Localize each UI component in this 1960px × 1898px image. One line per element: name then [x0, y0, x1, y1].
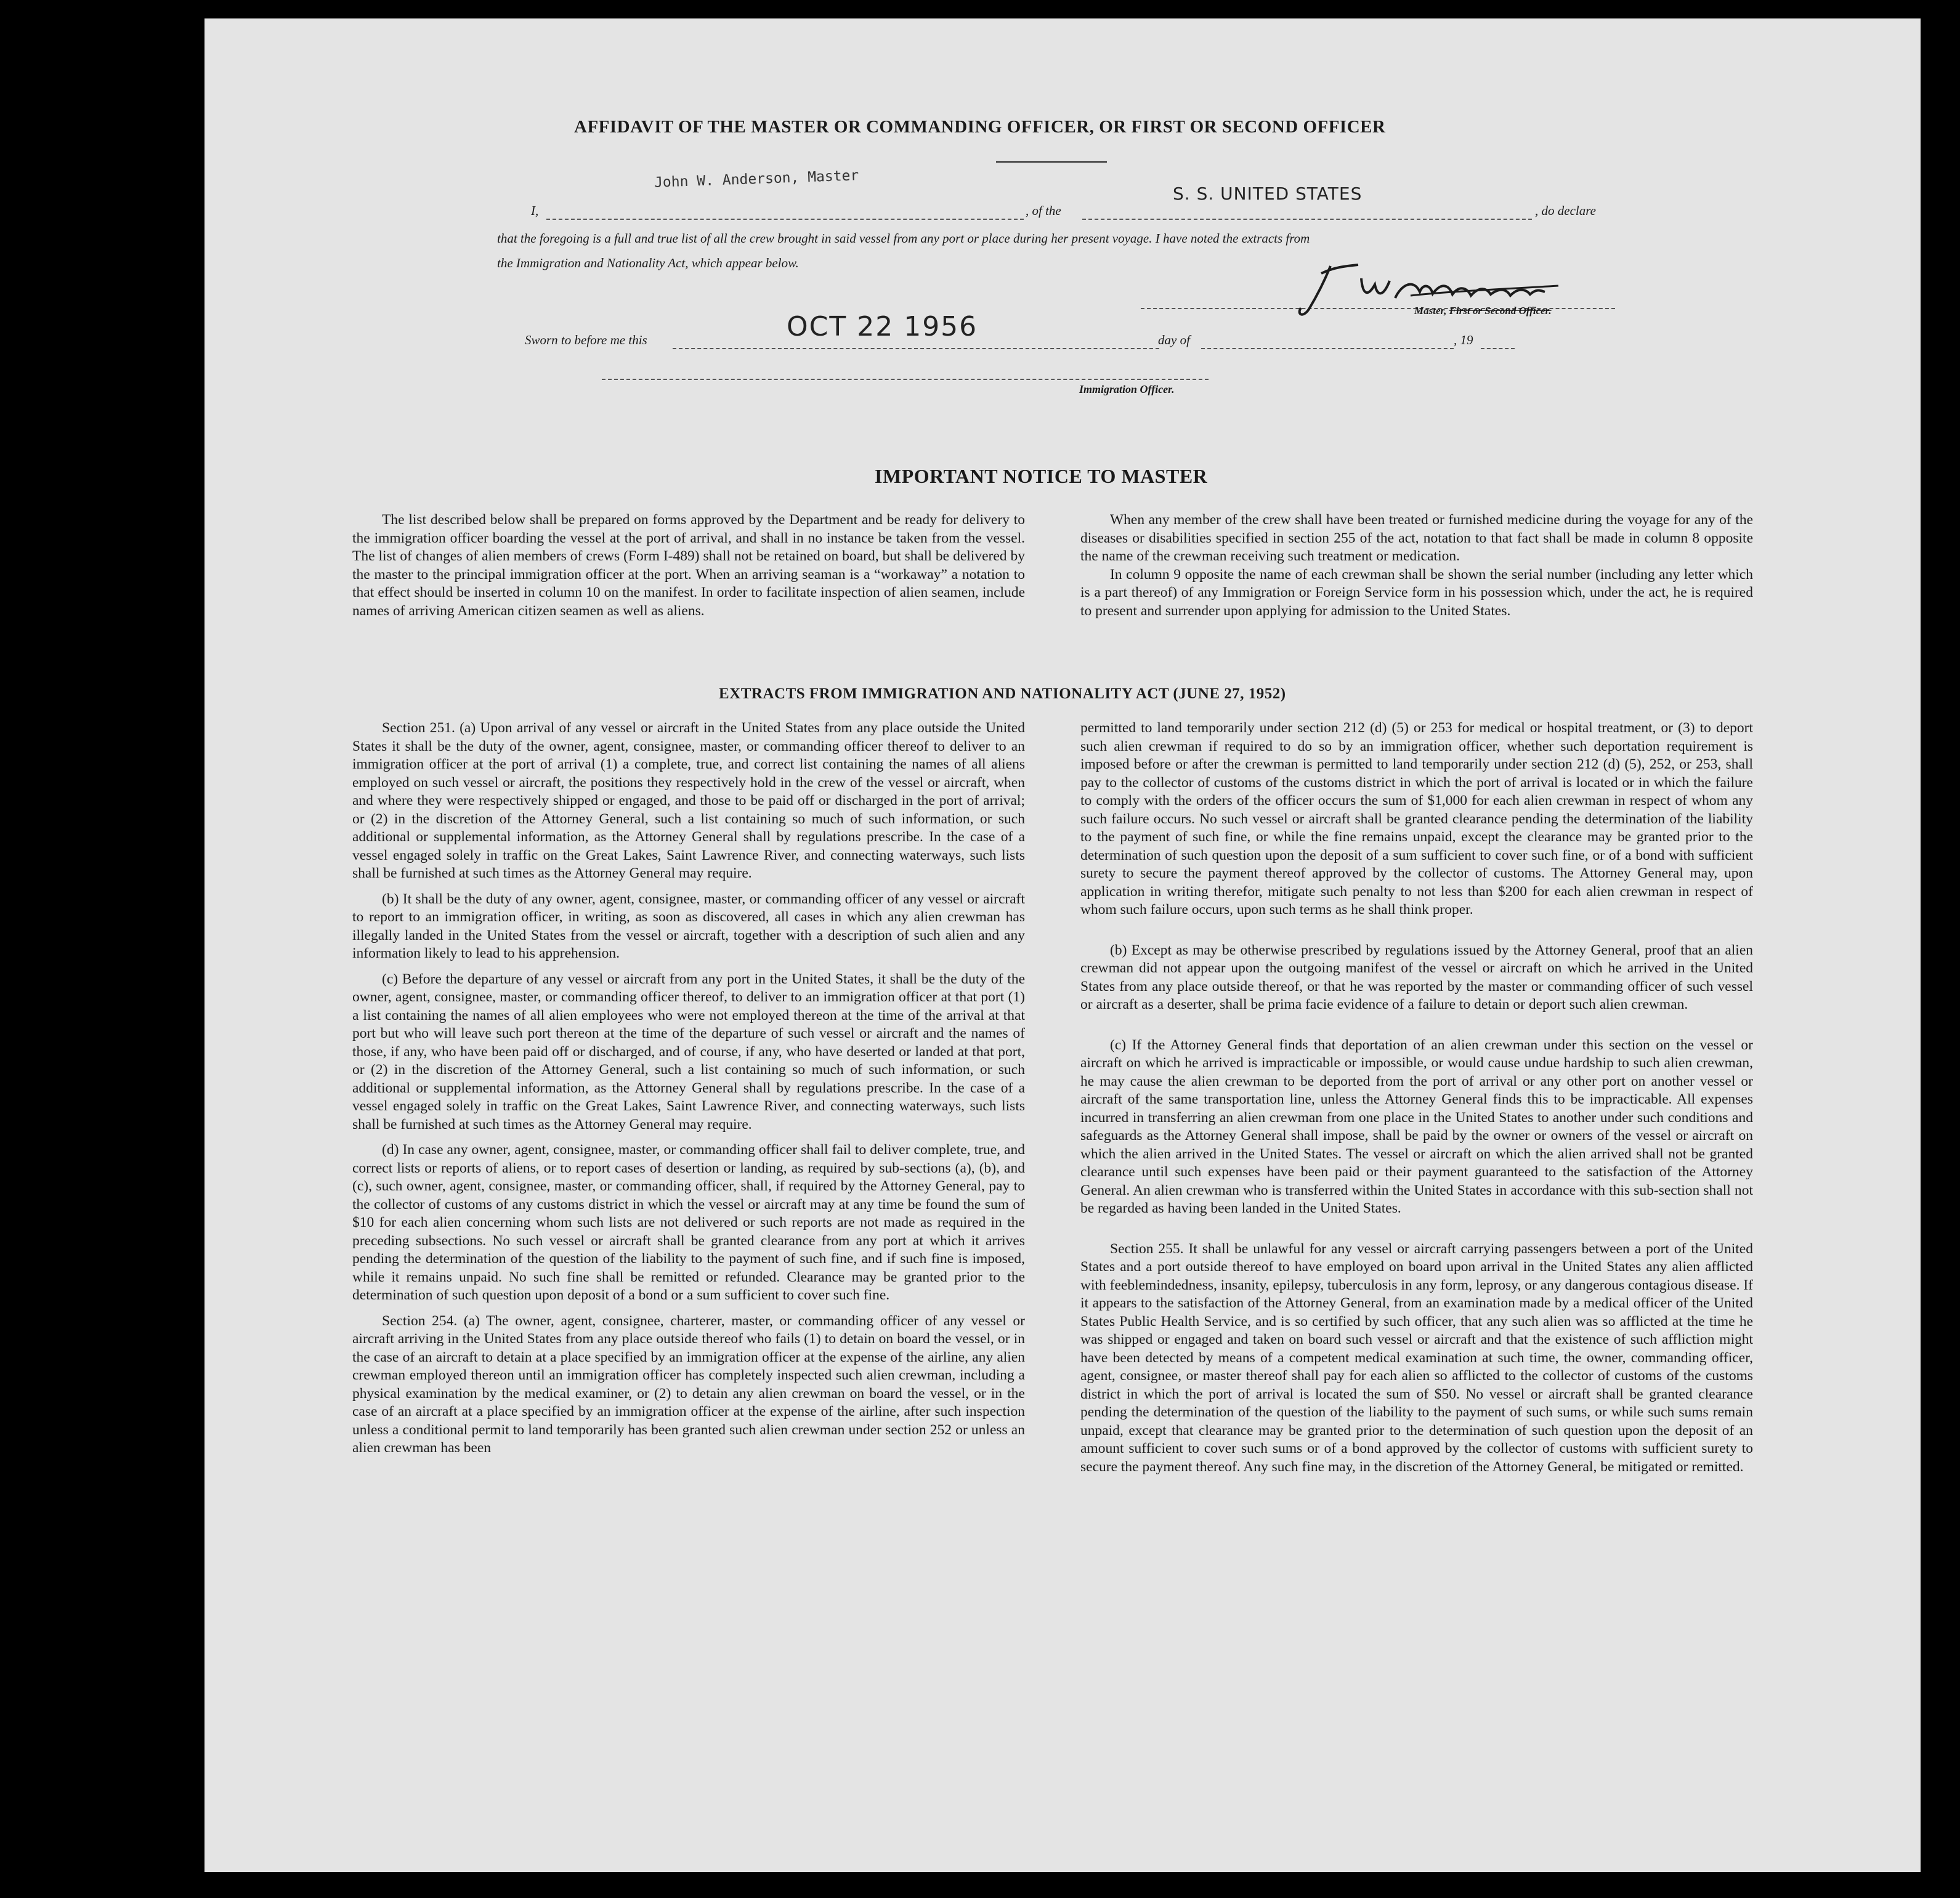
extract-paragraph: permitted to land temporarily under section 212 (d) (5) or 253 for medical or hospital treatment, or (3) to deport such alien crewman if required to do so by an immigration officer, whether such deportation requirement is imposed before or after the crewman is permitted to land temporarily under section 212 (d) (5), 252, or 253, shall pay to the collector of customs of the customs district in which the port of arrival is located or in which the failure to comply with the orders of the officer occurs the sum of $1,000 for each alien crewman in respect of whom any such failure occurs. No such vessel or aircraft shall be granted clearance pending the determination of the liability to the payment of such fine, or while the fine remains unpaid, except the clearance may be granted prior to the determination of such question upon the deposit of a sum sufficient to cover such fine, or of a bond with sufficient surety to secure the payment thereof approved by the collector of customs. The Attorney General may, upon application in writing therefor, mitigate such penalty to not less than $200 for each alien crewman in respect of whom such failure occurs, upon such terms as he shall think proper.: [1080, 720, 1753, 918]
notice-title: IMPORTANT NOTICE TO MASTER: [875, 465, 1208, 487]
sworn-date-line: [673, 348, 1159, 349]
notice-paragraph: The list described below shall be prepared on forms approved by the Department and be ready for delivery to the immigration officer boarding the vessel at the port of arrival, and shall in no instance be taken from the vessel. The list of changes of alien members of crews (Form I-489) shall not be retained on board, but shall be delivered by the master to the principal immigration officer at the port. When an arriving seaman is a “workaway” a notation to that effect should be inserted in column 10 on the manifest. In order to facilitate inspection of alien seamen, include names of arriving American citizen seamen as well as aliens.: [352, 512, 1025, 619]
notice-paragraph: When any member of the crew shall have been treated or furnished medicine during the voyage for any of the diseases or disabilities specified in section 255 of the act, notation to that fact shall be made in column 8 opposite the name of the crewman receiving such treatment or medication.: [1080, 512, 1753, 564]
vessel-line: [1082, 219, 1532, 220]
extract-paragraph: Section 251. (a) Upon arrival of any vessel or aircraft in the United States from any place outside the United States it shall be the duty of the owner, agent, consignee, master, or commanding officer thereof to deliver to an immigration officer at the port of arrival (1) a complete, true, and correct list containing the names of all aliens employed on such vessel or aircraft, the positions they respectively hold in the crew of the vessel or aircraft, when and where they were respectively shipped or engaged, and those to be paid off or discharged in the port of arrival; or (2) in the discretion of the Attorney General, such a list containing so much of such information, or such additional or supplemental information, as the Attorney General shall by regulations prescribe. In the case of a vessel engaged solely in traffic on the Great Lakes, Saint Lawrence River, and connecting waterways, such lists shall be furnished at such times as the Attorney General may require.: [352, 720, 1025, 881]
title-rule: [996, 161, 1107, 163]
signer-title-master: Master,: [1414, 305, 1449, 317]
vessel-name: S. S. UNITED STATES: [1173, 184, 1363, 204]
declarant-name: John W. Anderson, Master: [654, 168, 859, 191]
month-line: [1201, 348, 1454, 349]
extracts-left-column: [352, 719, 1025, 1465]
i-label: I,: [531, 203, 539, 218]
document-page: [205, 18, 1921, 1872]
extract-paragraph: (c) Before the departure of any vessel or aircraft from any port in the United States, it shall be the duty of the owner, agent, consignee, master, or commanding officer thereof, to deliver to an immigration officer at that port (1) a list containing the names of all alien employees who were not employed thereon at the time of the arrival at that port but who will leave such port thereon at the time of the departure of such vessel or aircraft and the names of those, if any, who have been paid off or discharged, and of course, if any, who have deserted or landed at that port, or (2) in the discretion of the Attorney General, such a list containing so much of such information, or such additional or supplemental information, as the Attorney General shall by regulations prescribe. In the case of a vessel engaged solely in traffic on the Great Lakes, Saint Lawrence River, and connecting waterways, such lists shall be furnished at such times as the Attorney General may require.: [352, 971, 1025, 1133]
of-the-label: , of the: [1026, 203, 1061, 218]
extract-paragraph: Section 254. (a) The owner, agent, consignee, charterer, master, or commanding officer of any vessel or aircraft arriving in the United States from any place outside thereof who fails (1) to detain on board the vessel, or in the case of an aircraft to detain at a place specified by an immigration officer at the expense of the airline, any alien crewman employed thereon until an immigration officer has completely inspected such alien crewman, including a physical examination by the medical examiner, or (2) to detain any alien crewman on board the vessel, or in the case of an aircraft at a place specified by an immigration officer at the expense of the airline, after such inspection unless a conditional permit to land temporarily has been granted such alien crewman under section 252 or unless an alien crewman has been: [352, 1312, 1025, 1456]
declarant-line: [546, 219, 1024, 220]
extract-paragraph: (b) Except as may be otherwise prescribed by regulations issued by the Attorney General, proof that an alien crewman did not appear upon the outgoing manifest of the vessel or aircraft on which he arrived in the United States from any place outside thereof, or that he was reported by the master or commanding officer of such vessel or aircraft as a deserter, shall be prima facie evidence of a failure to detain or deport such alien crewman.: [1080, 942, 1753, 1012]
signer-title-struck: First or Second Officer.: [1449, 305, 1552, 317]
notice-paragraph: In column 9 opposite the name of each crewman shall be shown the serial number (including any letter which is a part thereof) of any Immigration or Foreign Service form in his possession which, under the act, he is required to present and surrender upon applying for admission to the United States.: [1080, 566, 1753, 619]
do-declare-label: , do declare: [1535, 203, 1596, 218]
statement-line-2: the Immigration and Nationality Act, which appear below.: [497, 256, 799, 270]
sworn-date-stamp: OCT 22 1956: [787, 311, 978, 342]
signer-title: [1414, 305, 1552, 317]
affidavit-title: AFFIDAVIT OF THE MASTER OR COMMANDING OFFICER, OR FIRST OR SECOND OFFICER: [574, 117, 1386, 137]
immigration-officer-label: Immigration Officer.: [1079, 383, 1175, 395]
notice-right-column: [1080, 511, 1753, 628]
sworn-label: Sworn to before me this: [525, 333, 647, 347]
immigration-officer-line: [602, 379, 1209, 380]
extract-paragraph: Section 255. It shall be unlawful for any vessel or aircraft carrying passengers between a port of the United States and a port outside thereof to have employed on board upon arrival in the United States any alien afflicted with feeblemindedness, insanity, epilepsy, tuberculosis in any form, leprosy, or any dangerous contagious disease. If it appears to the satisfaction of the Attorney General, from an examination made by a medical officer of the United States Public Health Service, and is so certified by such officer, that any such alien was so afflicted at the time he was shipped or engaged and taken on board such vessel or aircraft and that the existence of such affliction might have been detected by means of a competent medical examination at such time, the owner, commanding officer, agent, consignee, or master thereof shall pay for each alien so afflicted to the collector of customs of the customs district in which the port of arrival is located the sum of $50. No vessel or aircraft shall be granted clearance pending the determination of the question of the liability to the payment of such sums, or while such sums remain unpaid, except that clearance may be granted prior to the determination of such question upon the deposit of an amount sufficient to cover such sums or of a bond approved by the collector of customs with sufficient surety to secure the payment thereof. Any such fine may, in the discretion of the Attorney General, be mitigated or remitted.: [1080, 1240, 1753, 1475]
year-label: , 19: [1454, 333, 1473, 347]
notice-left-column: [352, 511, 1025, 628]
extract-paragraph: (d) In case any owner, agent, consignee, master, or commanding officer shall fail to deliver complete, true, and correct lists or reports of aliens, or to report cases of desertion or landing, as required by sub-sections (a), (b), and (c), such owner, agent, consignee, master, or commanding officer, shall, if required by the Attorney General, pay to the collector of customs of any customs district in which the vessel or aircraft may at any time be found the sum of $10 for each alien concerning whom such lists are not delivered or such reports are not made as required in the preceding subsections. No such vessel or aircraft shall be granted clearance from any port at which it arrives pending the determination of the question of the liability to the payment of such fine, and if such fine is imposed, while it remains unpaid. No such fine shall be remitted or refunded. Clearance may be granted prior to the determination of such question upon deposit of a bond or a sum sufficient to cover such fine.: [352, 1142, 1025, 1303]
day-of-label: day of: [1158, 333, 1190, 347]
statement-line-1: that the foregoing is a full and true list of all the crew brought in said vessel from any port or place during her present voyage. I have noted the extracts from: [497, 231, 1310, 246]
extract-paragraph: (b) It shall be the duty of any owner, agent, consignee, master, or commanding officer of any vessel or aircraft to report to an immigration officer, in writing, as soon as discovered, all cases in which any alien crewman has illegally landed in the United States from the vessel or aircraft, together with a description of such alien and any information likely to lead to his apprehension.: [352, 890, 1025, 961]
extracts-right-column: [1080, 719, 1753, 1484]
extracts-title: EXTRACTS FROM IMMIGRATION AND NATIONALITY ACT (JUNE 27, 1952): [719, 685, 1286, 702]
year-line: [1481, 348, 1515, 349]
extract-paragraph: (c) If the Attorney General finds that deportation of an alien crewman under this section on the vessel or aircraft on which he arrived is impracticable or impossible, or would cause undue hardship to such alien crewman, he may cause the alien crewman to be deported from the port of arrival or any other port on another vessel or aircraft of the same transportation line, unless the Attorney General finds this to be impracticable. All expenses incurred in transferring an alien crewman from one place in the United States to another under such conditions and safeguards as the Attorney General shall impose, shall be paid by the owner or owners of the vessel or aircraft on which the alien arrived in the United States. The vessel or aircraft on which the alien arrived shall not be granted clearance until such expenses have been paid or their payment guaranteed to the satisfaction of the Attorney General. An alien crewman who is transferred within the United States in accordance with this sub-section shall not be regarded as having been landed in the United States.: [1080, 1036, 1753, 1216]
